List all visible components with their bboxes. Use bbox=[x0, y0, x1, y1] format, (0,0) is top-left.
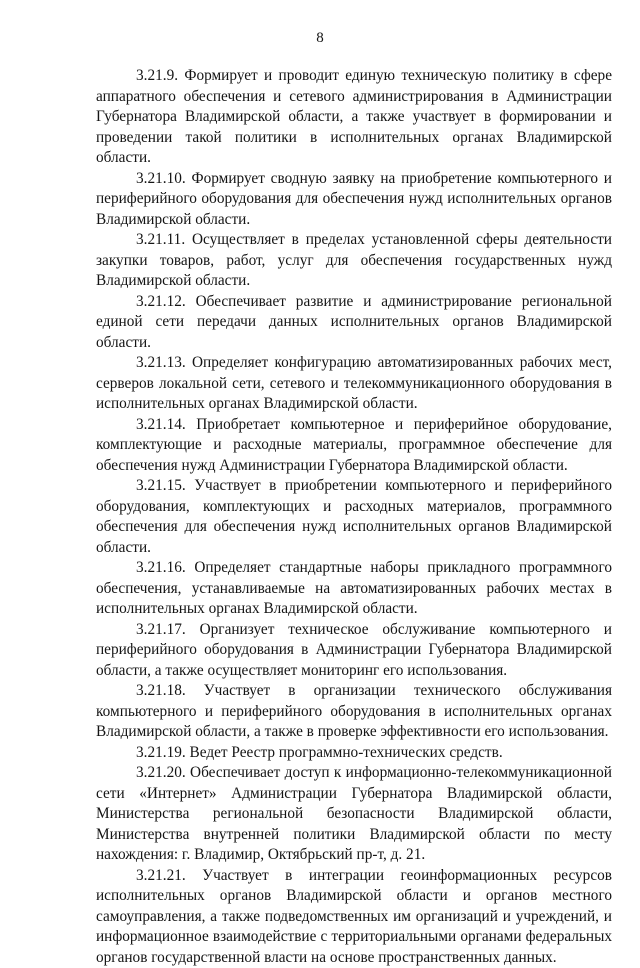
paragraph-3-21-12: 3.21.12. Обеспечивает развитие и администрирование региональной единой сети передачи данных исполнительных органов Владимирской области. bbox=[96, 292, 612, 354]
document-body bbox=[96, 66, 612, 968]
paragraph-3-21-19: 3.21.19. Ведет Реестр программно-технических средств. bbox=[96, 743, 612, 764]
paragraph-3-21-13: 3.21.13. Определяет конфигурацию автоматизированных рабочих мест, серверов локальной сети, сетевого и телекоммуникационного оборудования в исполнительных органах Владимирской области. bbox=[96, 353, 612, 415]
paragraph-3-21-15: 3.21.15. Участвует в приобретении компьютерного и периферийного оборудования, комплектующих и расходных материалов, программного обеспечения для обеспечения нужд исполнительных органов Владимирской области. bbox=[96, 476, 612, 558]
page-number: 8 bbox=[0, 30, 640, 47]
paragraph-3-21-17: 3.21.17. Организует техническое обслуживание компьютерного и периферийного оборудования в Администрации Губернатора Владимирской области, а также осуществляет мониторинг его использования. bbox=[96, 620, 612, 682]
paragraph-3-21-20: 3.21.20. Обеспечивает доступ к информационно-телекоммуникационной сети «Интернет» Администрации Губернатора Владимирской области, Министерства региональной безопасности Владимирской области, Министерства внутренней политики Владимирской области по месту нахождения: г. Владимир, Октябрьский пр-т, д. 21. bbox=[96, 763, 612, 866]
paragraph-3-21-14: 3.21.14. Приобретает компьютерное и периферийное оборудование, комплектующие и расходные материалы, программное обеспечение для обеспечения нужд Администрации Губернатора Владимирской области. bbox=[96, 415, 612, 477]
paragraph-3-21-10: 3.21.10. Формирует сводную заявку на приобретение компьютерного и периферийного оборудования для обеспечения нужд исполнительных органов Владимирской области. bbox=[96, 169, 612, 231]
paragraph-3-21-16: 3.21.16. Определяет стандартные наборы прикладного программного обеспечения, устанавливаемые на автоматизированных рабочих местах в исполнительных органах Владимирской области. bbox=[96, 558, 612, 620]
paragraph-3-21-11: 3.21.11. Осуществляет в пределах установленной сферы деятельности закупки товаров, работ, услуг для обеспечения государственных нужд Владимирской области. bbox=[96, 230, 612, 292]
paragraph-3-21-21: 3.21.21. Участвует в интеграции геоинформационных ресурсов исполнительных органов Владимирской области и органов местного самоуправления, а также подведомственных им организаций и учреждений, и информационное взаимодействие с территориальными органами федеральных органов государственной власти на основе пространственных данных. bbox=[96, 866, 612, 968]
paragraph-3-21-9: 3.21.9. Формирует и проводит единую техническую политику в сфере аппаратного обеспечения и сетевого администрирования в Администрации Губернатора Владимирской области, а также участвует в формировании и проведении такой политики в исполнительных органах Владимирской области. bbox=[96, 66, 612, 169]
paragraph-3-21-18: 3.21.18. Участвует в организации технического обслуживания компьютерного и периферийного оборудования в исполнительных органах Владимирской области, а также в проверке эффективности его использования. bbox=[96, 681, 612, 743]
